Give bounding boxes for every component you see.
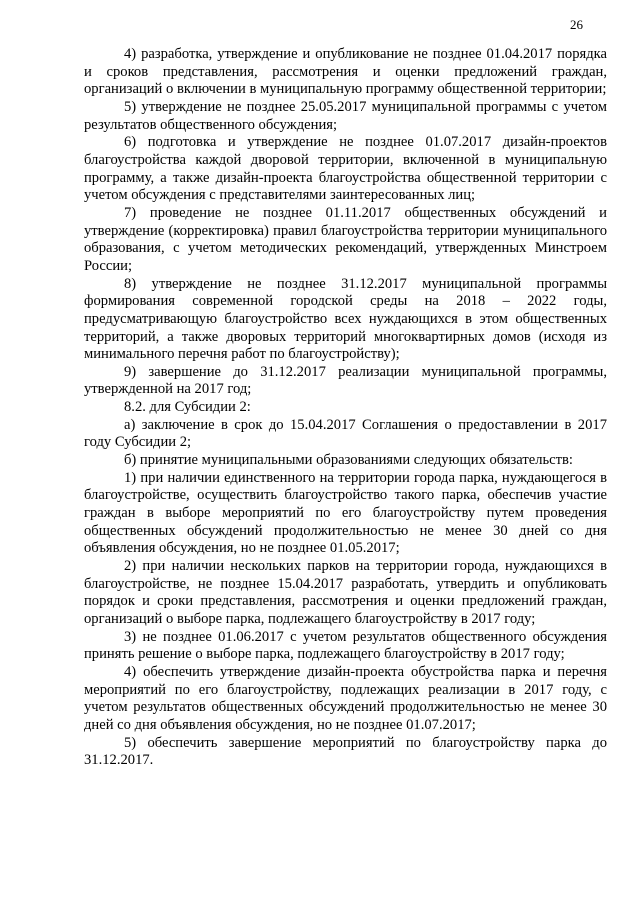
section-heading-8-2: 8.2. для Субсидии 2: — [124, 399, 251, 416]
paragraph-item-9: 9) завершение до 31.12.2017 реализации муниципальной программы, утвержденной на 2017 год; — [84, 363, 607, 398]
paragraph-item-8: 8) утверждение не позднее 31.12.2017 муниципальной программы формирования современной городской среды на 2018 – 2022 годы, предусматривающую благоустройство всех нуждающихся в этом общественных территорий, а также дворовых территорий многоквартирных домов (исходя из минимального перечня работ по благоустройству); — [84, 275, 607, 363]
obligation-item-5: 5) обеспечить завершение мероприятий по благоустройству парка до 31.12.2017. — [84, 734, 607, 769]
obligation-item-4: 4) обеспечить утверждение дизайн-проекта обустройства парка и перечня мероприятий по его благоустройству, подлежащих реализации в 2017 году, с учетом результатов общественных обсуждений продолжительностью не менее 30 дней со дня объявления обсуждения, но не позднее 01.07.2017; — [84, 663, 607, 733]
paragraph-item-6: 6) подготовка и утверждение не позднее 01.07.2017 дизайн-проектов благоустройства каждой дворовой территории, включенной в муниципальную программу, а также дизайн-проекта благоустройства общественной территории с учетом обсуждения с представителями заинтересованных лиц; — [84, 134, 607, 204]
paragraph-item-5: 5) утверждение не позднее 25.05.2017 муниципальной программы с учетом результатов общественного обсуждения; — [84, 98, 607, 133]
paragraph-item-a: а) заключение в срок до 15.04.2017 Соглашения о предоставлении в 2017 году Субсидии 2; — [84, 416, 607, 451]
paragraph-item-4: 4) разработка, утверждение и опубликование не позднее 01.04.2017 порядка и сроков представления, рассмотрения и оценки предложений граждан, организаций о включении в муниципальную программу общественной территории; — [84, 46, 607, 98]
document-body — [84, 46, 607, 770]
page-number: 26 — [570, 17, 583, 32]
paragraph-item-b: б) принятие муниципальными образованиями следующих обязательств: — [124, 452, 573, 469]
obligation-item-1: 1) при наличии единственного на территории города парка, нуждающегося в благоустройстве, осуществить благоустройство такого парка, обеспечив участие граждан в выборе мероприятий по его благоустройству путем проведения общественных обсуждений продолжительностью не менее 30 дней со дня объявления обсуждения, но не позднее 01.05.2017; — [84, 469, 607, 557]
paragraph-item-7: 7) проведение не позднее 01.11.2017 общественных обсуждений и утверждение (корректировка) правил благоустройства территории муниципального образования, с учетом методических рекомендаций, утвержденных Минстроем России; — [84, 204, 607, 274]
obligation-item-3: 3) не позднее 01.06.2017 с учетом результатов общественного обсуждения принять решение о выборе парка, подлежащего благоустройству в 2017 году; — [84, 628, 607, 663]
obligation-item-2: 2) при наличии нескольких парков на территории города, нуждающихся в благоустройстве, не позднее 15.04.2017 разработать, утвердить и опубликовать порядок и сроки представления, рассмотрения и оценки предложений граждан, организаций о выборе парка, подлежащего благоустройству в 2017 году; — [84, 558, 607, 627]
